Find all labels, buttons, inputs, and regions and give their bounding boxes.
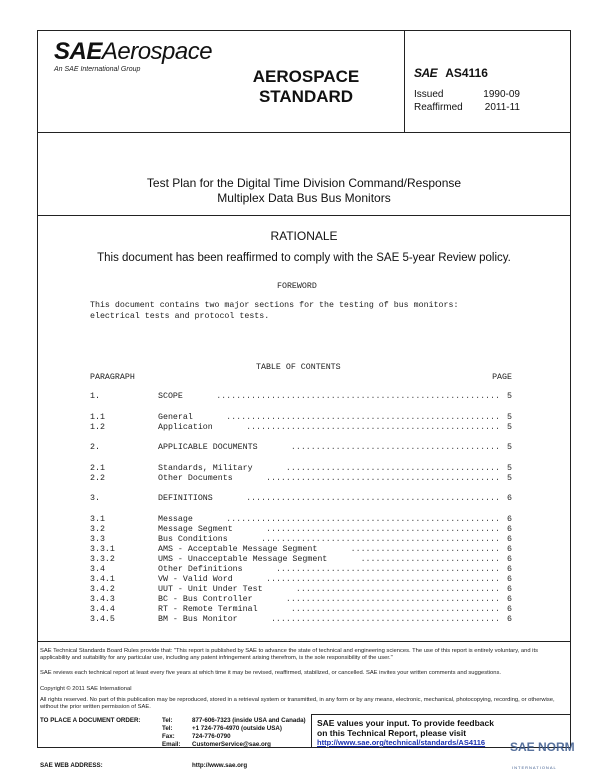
toc-entry-label: AMS - Acceptable Message Segment — [158, 544, 318, 554]
toc-entry-number: 2.2 — [90, 473, 105, 483]
toc-dot-leader: .......................................... — [290, 443, 500, 452]
fax-value: 724-776-0790 — [192, 733, 231, 740]
title-line1: Test Plan for the Digital Time Division Command/Response — [146, 176, 462, 190]
watermark-logo: SAE NORM — [510, 740, 575, 754]
toc-entry-number: 2.1 — [90, 463, 105, 473]
toc-entry — [90, 443, 512, 453]
web-value[interactable]: http://www.sae.org — [192, 762, 248, 769]
toc-entry — [90, 525, 512, 535]
web-address-row — [40, 762, 248, 769]
toc-entry-page: 6 — [507, 514, 512, 524]
toc-entry-page: 5 — [507, 412, 512, 422]
toc-dot-leader: ............................................... — [265, 524, 500, 534]
toc-entry-label: UMS - Unacceptable Message Segment — [158, 554, 328, 564]
toc-entry — [90, 423, 512, 433]
toc-entry-page: 6 — [507, 544, 512, 554]
header-vertical-divider — [404, 30, 405, 132]
toc-entry-number: 3.3 — [90, 534, 105, 544]
email-value[interactable]: CustomerService@sae.org — [192, 741, 271, 748]
standard-type — [226, 67, 386, 107]
toc-dot-leader: ........................................... — [285, 463, 500, 473]
toc-dot-leader: ......................................... — [295, 584, 500, 594]
toc-entry-page: 6 — [507, 554, 512, 564]
tel2-label: Tel: — [162, 725, 173, 732]
foreword-text: This document contains two major sections for the testing of bus monitors: electrical tests and protocol tests. — [90, 301, 459, 321]
toc-entry-page: 6 — [507, 604, 512, 614]
rationale-text: This document has been reaffirmed to comply with the SAE 5-year Review policy. — [97, 252, 511, 264]
toc-entry-number: 1.1 — [90, 412, 105, 422]
toc-entry-page: 6 — [507, 494, 512, 503]
toc-entry-number: 3.4.3 — [90, 594, 115, 604]
toc-entry — [90, 615, 512, 625]
toc-dot-leader: ............................................. — [275, 564, 500, 574]
toc-dot-leader: ................................................ — [261, 534, 500, 544]
toc-entry-label: Application — [158, 422, 213, 432]
toc-entry — [90, 535, 512, 545]
document-id — [414, 66, 488, 80]
logo-subtitle: An SAE International Group — [54, 66, 141, 73]
toc-entry-number: 3.3.2 — [90, 554, 115, 564]
toc-dot-leader: .............................................. — [270, 614, 500, 624]
web-label: SAE WEB ADDRESS: — [40, 762, 103, 769]
toc-entry — [90, 392, 512, 402]
toc-entry-number: 3.4.2 — [90, 584, 115, 594]
tel-label: Tel: — [162, 717, 173, 724]
toc-entry-page: 6 — [507, 594, 512, 604]
standard-type-line1: AEROSPACE — [252, 67, 360, 86]
toc-entry-number: 3.4.1 — [90, 574, 115, 584]
toc-dot-leader: ........................................... — [285, 594, 500, 604]
feedback-line1: SAE values your input. To provide feedback — [317, 718, 494, 728]
toc-entry-label: Message — [158, 514, 193, 524]
toc-entry-page: 6 — [507, 524, 512, 534]
toc-dot-leader: ....................................................... — [226, 412, 500, 422]
toc-entry — [90, 545, 512, 555]
footer-review-text: SAE reviews each technical report at least every five years at which time it may be revised, reaffirmed, stabilized, or cancelled. SAE invites your written comments and suggestions. — [40, 670, 501, 676]
toc-entry — [90, 595, 512, 605]
tel-value: 877-606-7323 (inside USA and Canada) — [192, 717, 306, 724]
toc-column-headers — [90, 373, 512, 382]
toc-entry-page: 6 — [507, 584, 512, 594]
toc-entry-number: 1. — [90, 392, 100, 401]
toc-entry-label: APPLICABLE DOCUMENTS — [158, 443, 258, 452]
toc-entry-page: 5 — [507, 473, 512, 483]
feedback-line2: on this Technical Report, please visit — [317, 728, 467, 738]
rationale-heading: RATIONALE — [270, 229, 338, 243]
toc-dot-leader: ............................................... — [265, 473, 500, 483]
document-number: AS4116 — [445, 66, 488, 80]
toc-entry — [90, 605, 512, 615]
document-title — [37, 176, 571, 206]
toc-entry-number: 3.4 — [90, 564, 105, 574]
toc-page-header: PAGE — [492, 373, 512, 382]
toc-entry-number: 3.4.5 — [90, 614, 115, 624]
toc-entry-page: 6 — [507, 534, 512, 544]
reaffirmed-value: 2011-11 — [484, 102, 520, 113]
footer-rights-text: All rights reserved. No part of this publication may be reproduced, stored in a retrieval system or transmitted, in any form or by any means, electronic, mechanical, photocopying, recording, or otherwise, without the prior written permission of SAE. — [40, 697, 555, 711]
foreword-heading: FOREWORD — [277, 282, 317, 291]
toc-entry-label: General — [158, 412, 193, 422]
document-dates — [414, 88, 520, 114]
toc-entry-label: Standards, Military — [158, 463, 253, 473]
toc-entry-label: BC - Bus Controller — [158, 594, 253, 604]
title-line2: Multiplex Data Bus Bus Monitors — [217, 191, 391, 205]
toc-dot-leader: .............................. — [350, 544, 500, 554]
toc-entry-page: 5 — [507, 463, 512, 473]
logo-sae-text: SAE — [54, 38, 102, 65]
toc-entry-page: 6 — [507, 614, 512, 624]
toc-entry-number: 3.1 — [90, 514, 105, 524]
toc-entry-label: UUT - Unit Under Test — [158, 584, 263, 594]
toc-entry-label: Bus Conditions — [158, 534, 228, 544]
toc-entry — [90, 515, 512, 525]
toc-entry — [90, 555, 512, 565]
toc-entry-label: SCOPE — [158, 392, 183, 401]
toc-entry-number: 3. — [90, 494, 100, 503]
toc-dot-leader: ......................................................... — [216, 392, 500, 401]
toc-entry-number: 2. — [90, 443, 100, 452]
sae-mini-logo: SAE — [414, 66, 438, 80]
toc-paragraph-header: PARAGRAPH — [90, 373, 135, 382]
table-of-contents — [90, 392, 512, 625]
toc-entry — [90, 413, 512, 423]
footer-copyright: Copyright © 2011 SAE International — [40, 686, 132, 692]
issued-value: 1990-09 — [483, 89, 520, 100]
toc-dot-leader: .......................................... — [290, 604, 500, 614]
tel2-value: +1 724-776-4970 (outside USA) — [192, 725, 282, 732]
toc-entry-page: 5 — [507, 422, 512, 432]
toc-dot-leader: ............................ — [360, 554, 500, 564]
toc-entry-label: Other Documents — [158, 473, 233, 483]
feedback-link[interactable]: http://www.sae.org/technical/standards/AS4116 — [317, 738, 486, 747]
toc-dot-leader: ............................................... — [265, 574, 500, 584]
order-label: TO PLACE A DOCUMENT ORDER: — [40, 717, 141, 724]
footer-divider — [37, 641, 571, 642]
toc-entry-page: 5 — [507, 443, 512, 452]
fax-label: Fax: — [162, 733, 175, 740]
toc-entry-label: Message Segment — [158, 524, 233, 534]
toc-heading: TABLE OF CONTENTS — [256, 363, 341, 372]
toc-entry-number: 1.2 — [90, 422, 105, 432]
toc-dot-leader: ................................................... — [246, 494, 500, 503]
toc-entry-page: 6 — [507, 574, 512, 584]
toc-dot-leader: ....................................................... — [226, 514, 500, 524]
toc-entry — [90, 585, 512, 595]
email-label: Email: — [162, 741, 181, 748]
toc-entry-page: 6 — [507, 564, 512, 574]
toc-entry-label: RT - Remote Terminal — [158, 604, 258, 614]
toc-entry-label: DEFINITIONS — [158, 494, 213, 503]
toc-entry — [90, 565, 512, 575]
logo-aerospace-text: Aerospace — [101, 38, 213, 65]
toc-entry — [90, 494, 512, 504]
toc-entry-label: Other Definitions — [158, 564, 243, 574]
title-divider — [37, 215, 571, 216]
toc-entry — [90, 575, 512, 585]
toc-entry-number: 3.3.1 — [90, 544, 115, 554]
reaffirmed-label: Reaffirmed — [414, 102, 463, 113]
toc-entry-page: 5 — [507, 392, 512, 401]
watermark-subtitle: INTERNATIONAL — [512, 765, 557, 770]
toc-entry-label: BM - Bus Monitor — [158, 614, 238, 624]
toc-entry-label: VW - Valid Word — [158, 574, 233, 584]
standard-type-line2: STANDARD — [258, 87, 354, 106]
toc-entry — [90, 464, 512, 474]
issued-label: Issued — [414, 89, 444, 100]
footer-rules-text: SAE Technical Standards Board Rules provide that: "This report is published by SAE to advance the state of technical and engineering sciences. The use of this report is entirely voluntary, and its applicability and suitability for any particular use, including any patent infringement arising therefrom, is the sole responsibility of the user." — [40, 648, 538, 662]
toc-dot-leader: ................................................... — [246, 422, 500, 432]
header-divider — [37, 132, 571, 133]
toc-entry-number: 3.2 — [90, 524, 105, 534]
toc-entry-number: 3.4.4 — [90, 604, 115, 614]
sae-aerospace-logo — [54, 40, 212, 73]
toc-entry — [90, 474, 512, 484]
